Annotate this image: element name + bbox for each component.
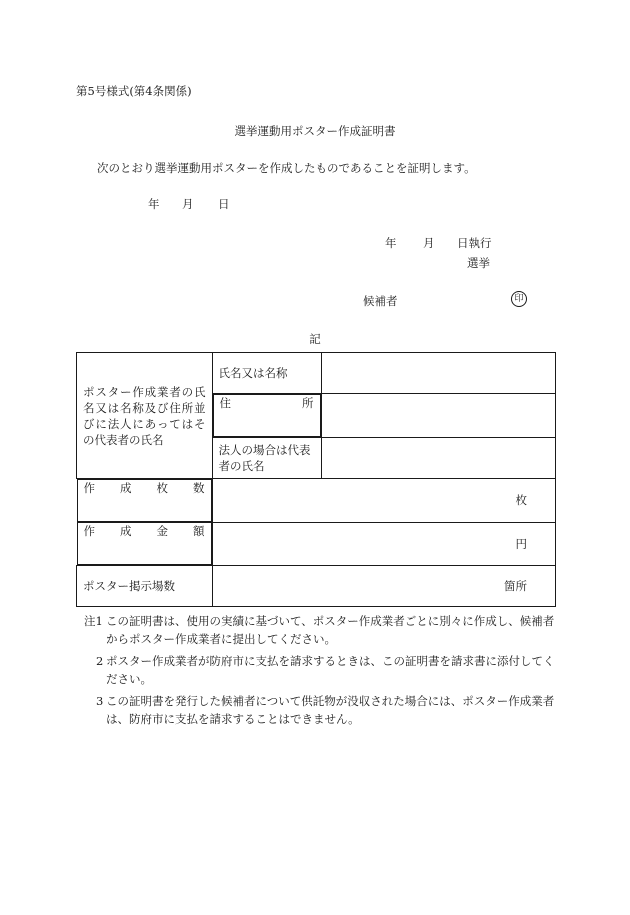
address-field[interactable] (321, 394, 556, 438)
note-number: 注1 (84, 614, 103, 628)
amount-field[interactable] (212, 522, 556, 566)
representative-field[interactable] (321, 438, 556, 479)
document-title: 選挙運動用ポスター作成証明書 (234, 124, 396, 138)
certification-statement: 次のとおり選挙運動用ポスターを作成したものであることを証明します。 (97, 161, 476, 175)
table-row (77, 566, 556, 607)
note-item (84, 612, 564, 648)
election-label: 選挙 (467, 256, 490, 270)
amount-label: 作 成 金 額 (77, 522, 212, 565)
count-label: 作 成 枚 数 (77, 479, 212, 522)
notes (84, 612, 564, 728)
poster-details-table (76, 352, 556, 607)
election-day-exec: 日執行 (457, 236, 492, 250)
note-text: この証明書は、使用の実績に基づいて、ポスター作成業者ごとに別々に作成し、候補者からポスター作成業者に提出してください。 (106, 614, 555, 646)
amount-unit: 円 (515, 536, 527, 551)
address-label: 住 所 (213, 394, 321, 437)
issue-date (148, 197, 230, 211)
election-date (385, 236, 492, 250)
form-number: 第5号様式(第4条関係) (76, 84, 192, 98)
places-field[interactable] (212, 566, 556, 607)
count-field[interactable] (212, 479, 556, 523)
issue-date-day: 日 (218, 197, 230, 211)
election-month: 月 (423, 236, 435, 250)
name-field[interactable] (321, 353, 556, 394)
places-unit: 箇所 (504, 579, 527, 593)
note-item (84, 652, 564, 688)
table-row (77, 479, 556, 523)
maker-label: ポスター作成業者の氏名又は名称及び住所並びに法人にあってはその代表者の氏名 (77, 353, 213, 479)
name-label: 氏名又は名称 (212, 353, 321, 394)
issue-date-year: 年 (148, 197, 160, 211)
seal-mark: 印 (511, 291, 527, 307)
election-year: 年 (385, 236, 397, 250)
table-row (77, 522, 556, 566)
table-row (77, 353, 556, 394)
places-label: ポスター掲示場数 (77, 566, 213, 607)
note-text: ポスター作成業者が防府市に支払を請求するときは、この証明書を請求書に添付してください。 (106, 654, 555, 686)
note-text: この証明書を発行した候補者について供託物が没収された場合には、ポスター作成業者は、防府市に支払を請求することはできません。 (106, 694, 555, 726)
count-unit: 枚 (515, 493, 527, 508)
note-number: 2 (96, 654, 104, 668)
section-mark: 記 (309, 332, 321, 346)
representative-label: 法人の場合は代表者の氏名 (212, 438, 321, 479)
note-item (84, 692, 564, 728)
note-number: 3 (96, 694, 104, 708)
candidate-label: 候補者 (363, 294, 398, 308)
issue-date-month: 月 (182, 197, 194, 211)
